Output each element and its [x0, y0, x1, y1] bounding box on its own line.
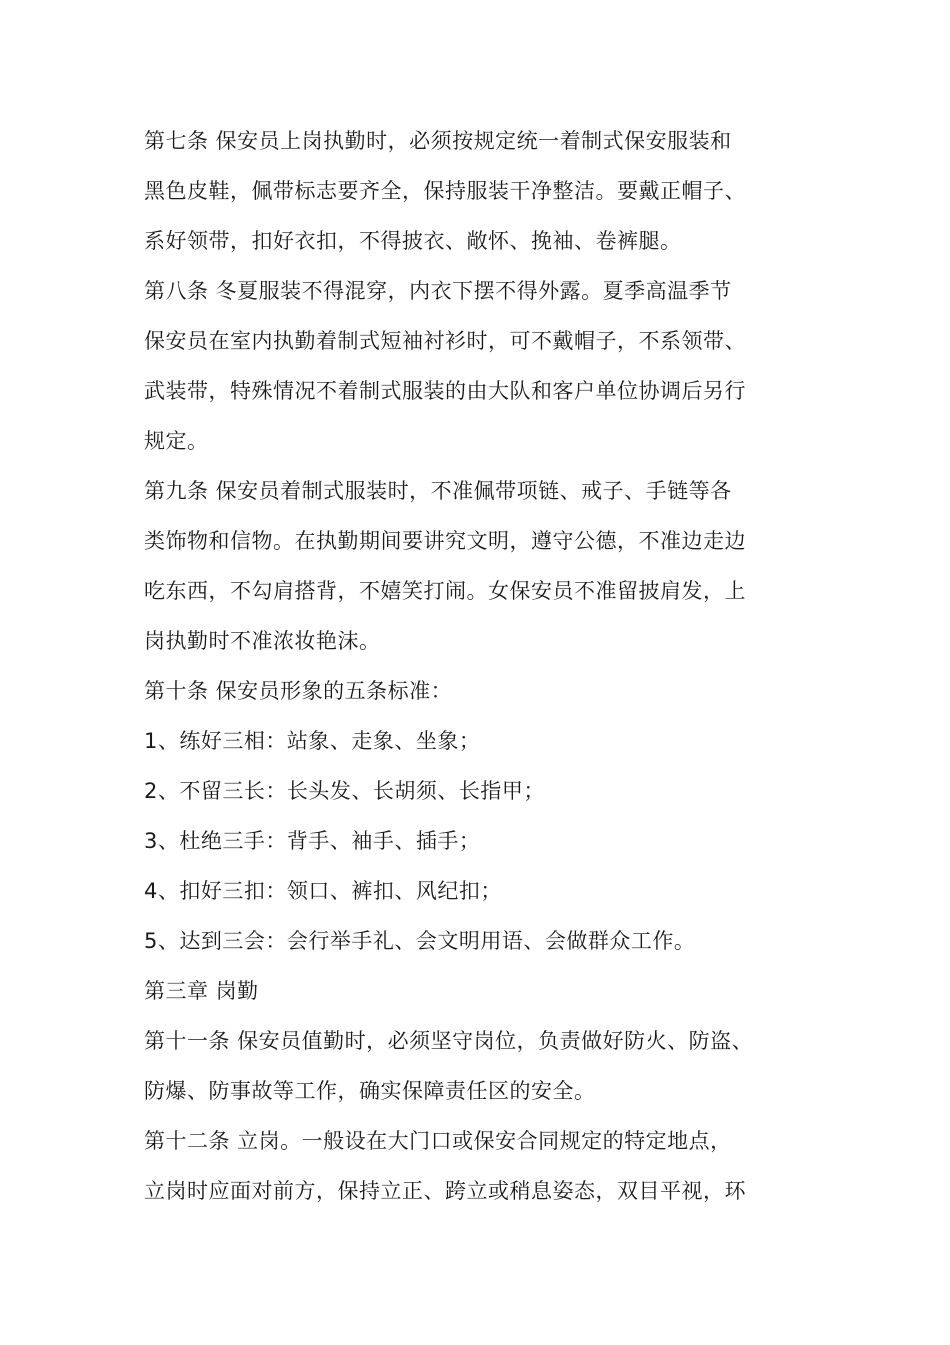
article-9-line-1: 第九条 保安员着制式服装时，不准佩带项链、戒子、手链等各 — [144, 479, 732, 503]
standard-item-2: 2、不留三长：长头发、长胡须、长指甲； — [144, 779, 545, 803]
article-8-line-4: 规定。 — [144, 429, 209, 453]
article-12-line-1: 第十二条 立岗。一般设在大门口或保安合同规定的特定地点， — [144, 1129, 732, 1153]
chapter-3-heading: 第三章 岗勤 — [144, 979, 259, 1003]
article-7-line-2: 黑色皮鞋，佩带标志要齐全，保持服装干净整洁。要戴正帽子、 — [144, 179, 746, 203]
article-8-line-3: 武装带，特殊情况不着制式服装的由大队和客户单位协调后另行 — [144, 379, 746, 403]
article-11-line-1: 第十一条 保安员值勤时，必须坚守岗位，负责做好防火、防盗、 — [144, 1029, 754, 1053]
standard-item-4: 4、扣好三扣：领口、裤扣、风纪扣； — [144, 879, 502, 903]
article-9-line-4: 岗执勤时不准浓妆艳沫。 — [144, 629, 381, 653]
article-7-line-3: 系好领带，扣好衣扣，不得披衣、敞怀、挽袖、卷裤腿。 — [144, 229, 682, 253]
standard-item-3: 3、杜绝三手：背手、袖手、插手； — [144, 829, 481, 853]
article-10-heading: 第十条 保安员形象的五条标准： — [144, 679, 453, 703]
article-8-line-2: 保安员在室内执勤着制式短袖衬衫时，可不戴帽子，不系领带、 — [144, 329, 746, 353]
standard-item-1: 1、练好三相：站象、走象、坐象； — [144, 729, 481, 753]
article-12-line-2: 立岗时应面对前方，保持立正、跨立或稍息姿态，双目平视，环 — [144, 1179, 746, 1203]
article-9-line-2: 类饰物和信物。在执勤期间要讲究文明，遵守公德，不准边走边 — [144, 529, 746, 553]
article-8-line-1: 第八条 冬夏服装不得混穿，内衣下摆不得外露。夏季高温季节 — [144, 279, 732, 303]
standard-item-5: 5、达到三会：会行举手礼、会文明用语、会做群众工作。 — [144, 929, 696, 953]
article-9-line-3: 吃东西，不勾肩搭背，不嬉笑打闹。女保安员不准留披肩发，上 — [144, 579, 746, 603]
article-7-line-1: 第七条 保安员上岗执勤时，必须按规定统一着制式保安服装和 — [144, 129, 732, 153]
document-body — [144, 116, 804, 1216]
article-11-line-2: 防爆、防事故等工作，确实保障责任区的安全。 — [144, 1079, 596, 1103]
